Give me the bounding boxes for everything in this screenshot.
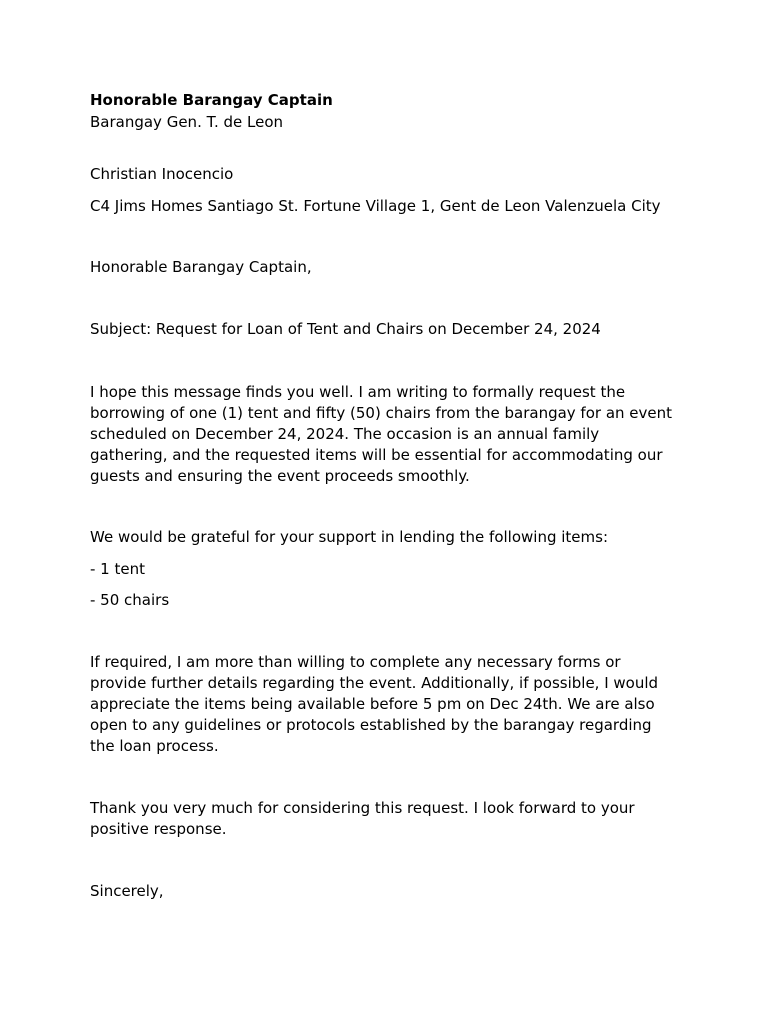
items-intro: We would be grateful for your support in lending the following items: (90, 528, 609, 546)
paragraph-line: borrowing of one (1) tent and fifty (50) chairs from the barangay for an event (90, 404, 673, 422)
body-paragraph-3 (90, 798, 690, 840)
body-paragraph-1 (90, 382, 690, 487)
paragraph-line: appreciate the items being available before 5 pm on Dec 24th. We are also (90, 695, 655, 713)
subject-line: Subject: Request for Loan of Tent and Chairs on December 24, 2024 (90, 320, 601, 338)
paragraph-line: gathering, and the requested items will be essential for accommodating our (90, 446, 663, 464)
paragraph-line: guests and ensuring the event proceeds smoothly. (90, 467, 470, 485)
salutation: Honorable Barangay Captain, (90, 258, 312, 276)
sender-address: C4 Jims Homes Santiago St. Fortune Village 1, Gent de Leon Valenzuela City (90, 197, 661, 215)
sender-name: Christian Inocencio (90, 165, 234, 183)
closing: Sincerely, (90, 882, 164, 900)
body-paragraph-2 (90, 652, 690, 757)
paragraph-line: I hope this message finds you well. I am writing to formally request the (90, 383, 626, 401)
paragraph-line: the loan process. (90, 737, 219, 755)
paragraph-line: provide further details regarding the event. Additionally, if possible, I would (90, 674, 659, 692)
list-item: - 1 tent (90, 560, 145, 578)
paragraph-line: Thank you very much for considering this request. I look forward to your (90, 799, 635, 817)
recipient-barangay: Barangay Gen. T. de Leon (90, 113, 284, 131)
list-item: - 50 chairs (90, 591, 170, 609)
paragraph-line: If required, I am more than willing to complete any necessary forms or (90, 653, 621, 671)
paragraph-line: scheduled on December 24, 2024. The occasion is an annual family (90, 425, 600, 443)
paragraph-line: open to any guidelines or protocols established by the barangay regarding (90, 716, 652, 734)
paragraph-line: positive response. (90, 820, 227, 838)
recipient-title: Honorable Barangay Captain (90, 91, 333, 109)
